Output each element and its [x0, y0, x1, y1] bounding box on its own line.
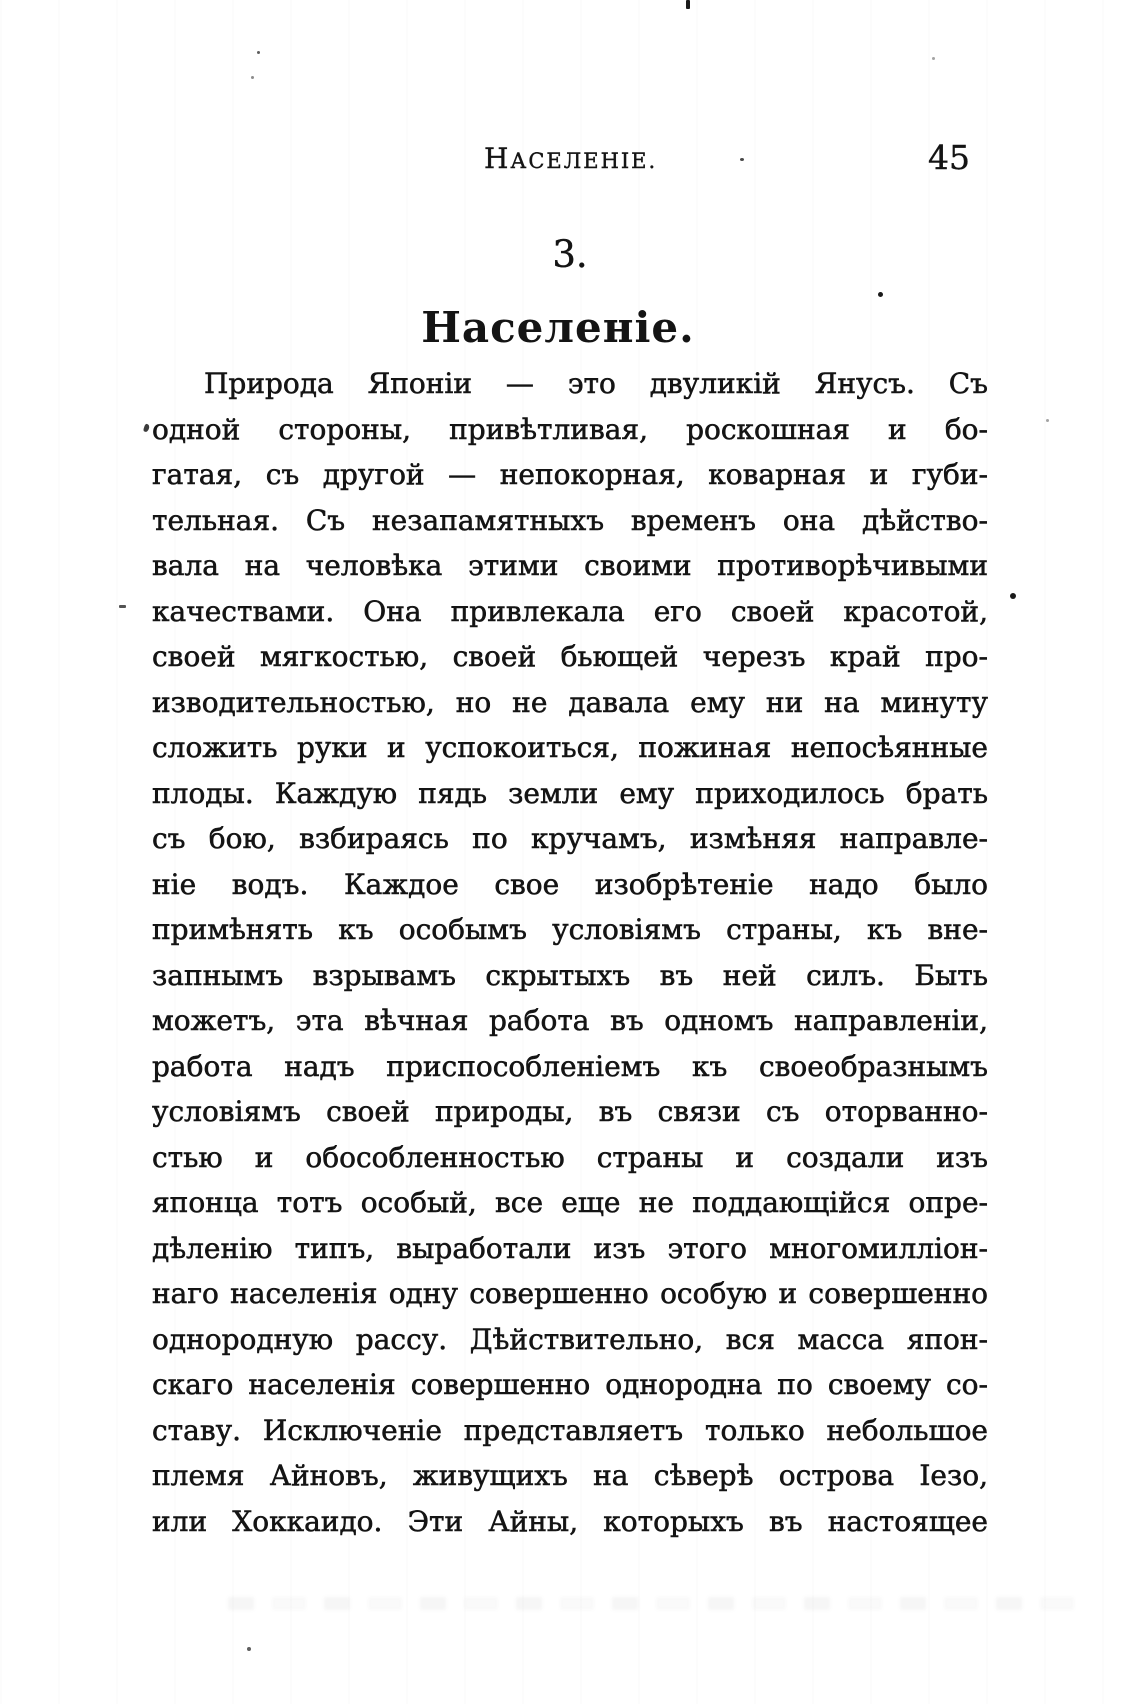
- running-header-title-initial: Н: [484, 142, 511, 175]
- body-text-line: ніе водъ. Каждое свое изобрѣтеніе надо было: [152, 867, 988, 901]
- body-text-line: изводительностью, но не давала ему ни на минуту: [152, 685, 988, 719]
- body-text-line: сложить руки и успокоиться, пожиная непосѣянные: [152, 731, 988, 764]
- body-text-line: скаго населенія совершенно однородна по своему со-: [152, 1368, 988, 1401]
- scan-tick-mark: [686, 0, 690, 9]
- body-text-line: своей мягкостью, своей бьющей черезъ край про-: [152, 640, 988, 673]
- running-header-title-rest: АСЕЛЕНІЕ.: [510, 149, 658, 173]
- scan-speck: [1046, 419, 1049, 422]
- scan-speck: [247, 1647, 251, 1651]
- body-text-line: ставу. Исключеніе представляетъ только небольшое: [152, 1413, 988, 1447]
- body-text-line: работа надъ приспособленіемъ къ своеобразнымъ: [152, 1049, 988, 1083]
- chapter-heading: Населеніе.: [421, 303, 695, 352]
- scan-speck: [1010, 593, 1016, 599]
- body-text-line: дѣленію типъ, выработали изъ этого многомилліон-: [152, 1231, 988, 1265]
- body-text-line: японца тотъ особый, все еще не поддающійся опре-: [152, 1186, 988, 1219]
- scan-speck: [740, 158, 744, 161]
- body-text-line: можетъ, эта вѣчная работа въ одномъ направленіи,: [152, 1004, 988, 1037]
- section-number: 3.: [552, 233, 588, 276]
- scan-speck: [257, 51, 260, 54]
- body-text-line: вала на человѣка этими своими противорѣчивыми: [152, 549, 988, 582]
- body-text-line: Природа Японіи — это двуликій Янусъ. Съ: [204, 367, 988, 400]
- body-text-line: племя Айновъ, живущихъ на сѣверѣ острова Іезо,: [152, 1459, 988, 1492]
- body-text-line: условіямъ своей природы, въ связи съ оторванно-: [152, 1095, 988, 1128]
- scan-speck: [251, 76, 254, 79]
- body-text-line: качествами. Она привлекала его своей красотой,: [152, 594, 988, 628]
- running-header: [0, 138, 1140, 182]
- page-number: 45: [928, 138, 970, 177]
- body-text-line: однородную рассу. Дѣйствительно, вся масса япон-: [152, 1322, 988, 1356]
- body-text-line: плоды. Каждую пядь земли ему приходилось брать: [152, 776, 988, 810]
- body-text-line: стью и обособленностью страны и создали изъ: [152, 1140, 988, 1174]
- body-text-line: гатая, съ другой — непокорная, коварная и губи-: [152, 458, 988, 491]
- body-text-line: съ бою, взбираясь по кручамъ, измѣняя направле-: [152, 822, 988, 855]
- body-text-line: или Хоккаидо. Эти Айны, которыхъ въ настоящее: [152, 1504, 988, 1538]
- body-text-line: одной стороны, привѣтливая, роскошная и бо-: [152, 412, 988, 446]
- body-text-line: наго населенія одну совершенно особую и совершенно: [152, 1277, 988, 1310]
- body-text-line: тельная. Съ незапамятныхъ временъ она дѣйство-: [152, 503, 988, 537]
- bleedthrough-band: [228, 1597, 1080, 1610]
- scan-speck: [878, 292, 883, 297]
- body-text-line: запнымъ взрывамъ скрытыхъ въ ней силъ. Быть: [152, 958, 988, 992]
- body-text-line: примѣнять къ особымъ условіямъ страны, къ вне-: [152, 913, 988, 946]
- running-header-title: [484, 142, 657, 175]
- body-paragraph: [152, 361, 988, 1544]
- scan-dash-mark: [119, 605, 126, 608]
- scan-speck: [932, 57, 935, 60]
- scan-comma-artifact: [143, 423, 150, 432]
